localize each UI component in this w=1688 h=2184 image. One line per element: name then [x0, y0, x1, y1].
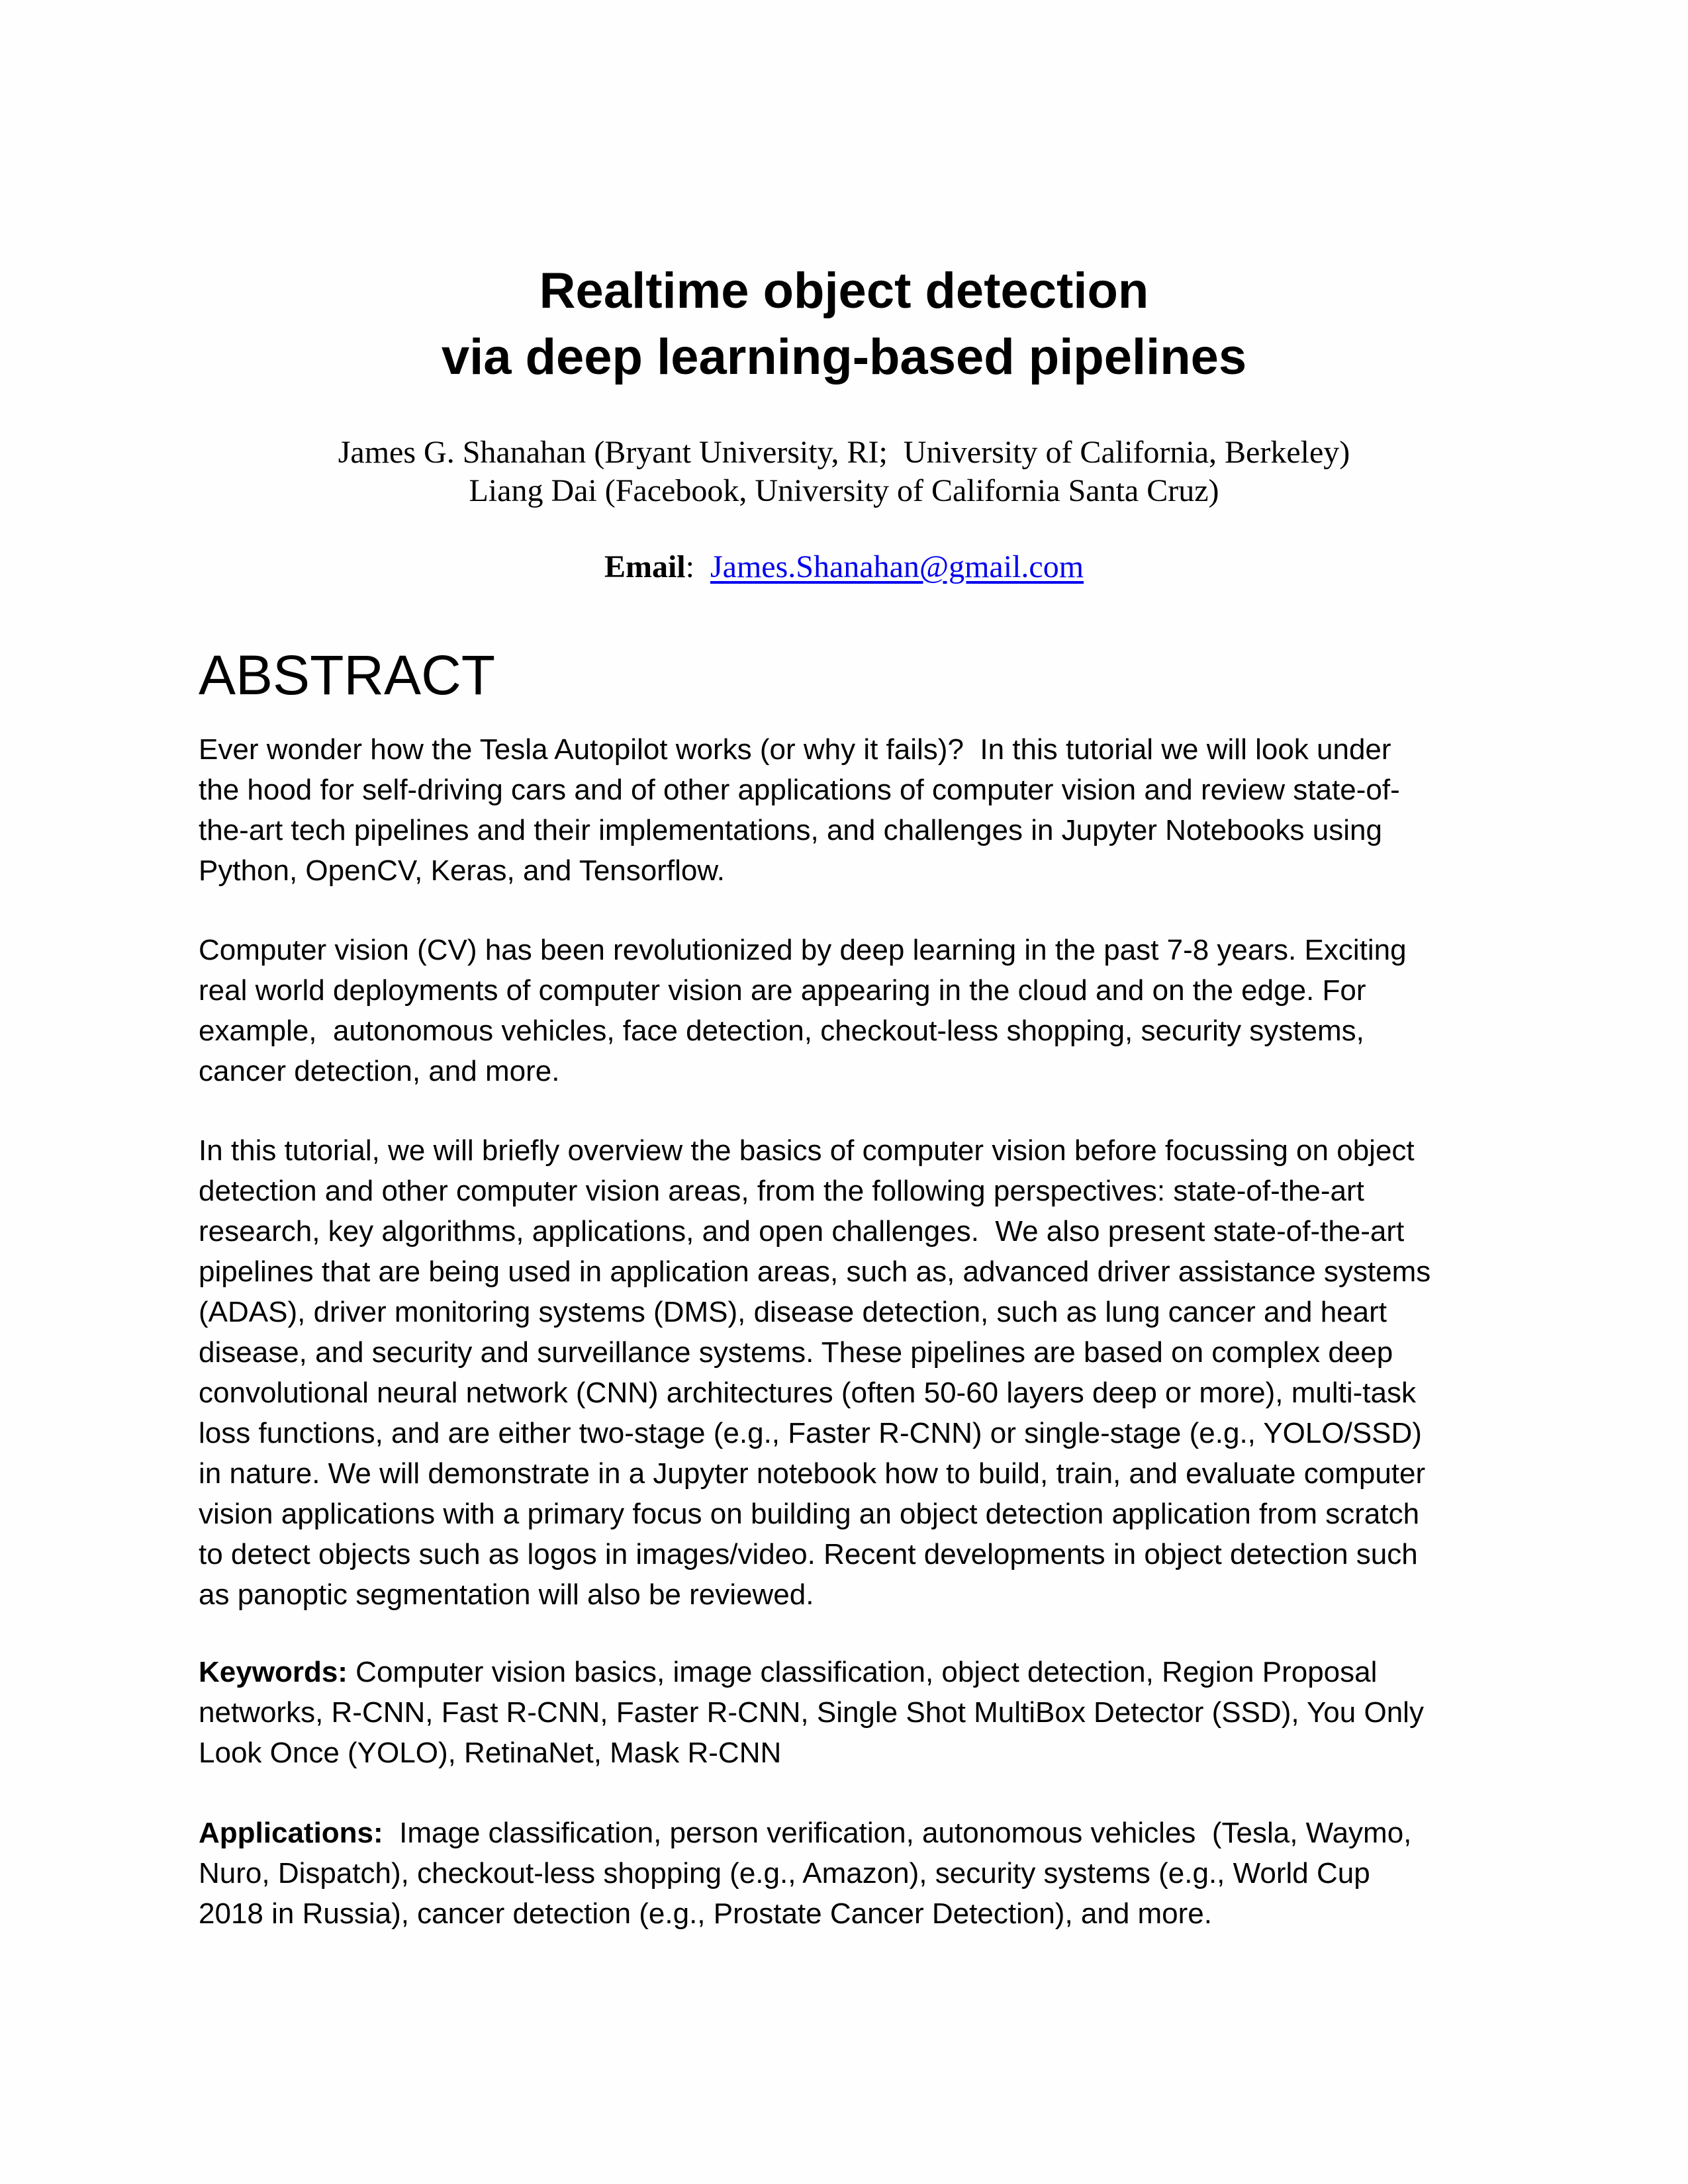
- text-line: the-art tech pipelines and their implementations, and challenges in Jupyter Notebooks using: [199, 814, 1382, 846]
- contact-email: [0, 548, 1688, 586]
- text-line: in nature. We will demonstrate in a Jupyter notebook how to build, train, and evaluate computer: [199, 1457, 1426, 1490]
- text-line: as panoptic segmentation will also be reviewed.: [199, 1578, 814, 1611]
- text-line: pipelines that are being used in application areas, such as, advanced driver assistance systems: [199, 1255, 1431, 1288]
- text-line: In this tutorial, we will briefly overview the basics of computer vision before focussing on object: [199, 1134, 1415, 1167]
- text-line: real world deployments of computer vision are appearing in the cloud and on the edge. For: [199, 974, 1366, 1007]
- text-line: research, key algorithms, applications, and open challenges. We also present state-of-the-art: [199, 1215, 1405, 1248]
- text-line: 2018 in Russia), cancer detection (e.g., Prostate Cancer Detection), and more.: [199, 1897, 1212, 1930]
- text-line: cancer detection, and more.: [199, 1055, 560, 1087]
- text-line: example, autonomous vehicles, face detection, checkout-less shopping, security systems,: [199, 1015, 1364, 1047]
- text-line: (ADAS), driver monitoring systems (DMS), disease detection, such as lung cancer and heart: [199, 1296, 1387, 1328]
- text-line: vision applications with a primary focus on building an object detection application from scratch: [199, 1498, 1420, 1530]
- text-line: [199, 1813, 1489, 1853]
- abstract-paragraph-2: [199, 930, 1489, 1091]
- keywords-section: [199, 1652, 1489, 1773]
- keywords-text: Computer vision basics, image classification, object detection, Region Proposal: [347, 1656, 1378, 1688]
- text-line: Python, OpenCV, Keras, and Tensorflow.: [199, 854, 725, 887]
- author-list: [0, 433, 1688, 510]
- title-line-2: via deep learning-based pipelines: [441, 329, 1247, 385]
- text-line: networks, R-CNN, Fast R-CNN, Faster R-CNN, Single Shot MultiBox Detector (SSD), You Only: [199, 1696, 1424, 1729]
- text-line: loss functions, and are either two-stage (e.g., Faster R-CNN) or single-stage (e.g., YOLO/SSD): [199, 1417, 1422, 1449]
- abstract-heading: ABSTRACT: [199, 644, 496, 706]
- email-separator: :: [685, 549, 710, 584]
- keywords-label: Keywords:: [199, 1656, 348, 1688]
- applications-label: Applications:: [199, 1817, 383, 1849]
- paper-title: [0, 258, 1688, 390]
- text-line: disease, and security and surveillance systems. These pipelines are based on complex deep: [199, 1336, 1393, 1369]
- text-line: Computer vision (CV) has been revolutionized by deep learning in the past 7-8 years. Exciting: [199, 934, 1407, 966]
- abstract-paragraph-1: [199, 729, 1489, 891]
- text-line: to detect objects such as logos in images/video. Recent developments in object detection such: [199, 1538, 1418, 1570]
- text-line: Look Once (YOLO), RetinaNet, Mask R-CNN: [199, 1737, 782, 1769]
- text-line: Nuro, Dispatch), checkout-less shopping (e.g., Amazon), security systems (e.g., World Cup: [199, 1857, 1370, 1889]
- title-line-1: Realtime object detection: [539, 263, 1149, 319]
- author-2: Liang Dai (Facebook, University of California Santa Cruz): [469, 473, 1219, 508]
- applications-section: [199, 1813, 1489, 1934]
- text-line: Ever wonder how the Tesla Autopilot works (or why it fails)? In this tutorial we will look under: [199, 733, 1391, 766]
- applications-text: Image classification, person verification, autonomous vehicles (Tesla, Waymo,: [383, 1817, 1412, 1849]
- text-line: detection and other computer vision areas, from the following perspectives: state-of-the-art: [199, 1175, 1364, 1207]
- email-label: Email: [604, 549, 686, 584]
- abstract-paragraph-3: [199, 1130, 1489, 1615]
- email-link[interactable]: James.Shanahan@gmail.com: [710, 549, 1084, 584]
- text-line: the hood for self-driving cars and of other applications of computer vision and review state-of-: [199, 774, 1400, 806]
- text-line: [199, 1652, 1489, 1692]
- text-line: convolutional neural network (CNN) architectures (often 50-60 layers deep or more), multi-task: [199, 1377, 1416, 1409]
- author-1: James G. Shanahan (Bryant University, RI; University of California, Berkeley): [338, 435, 1350, 470]
